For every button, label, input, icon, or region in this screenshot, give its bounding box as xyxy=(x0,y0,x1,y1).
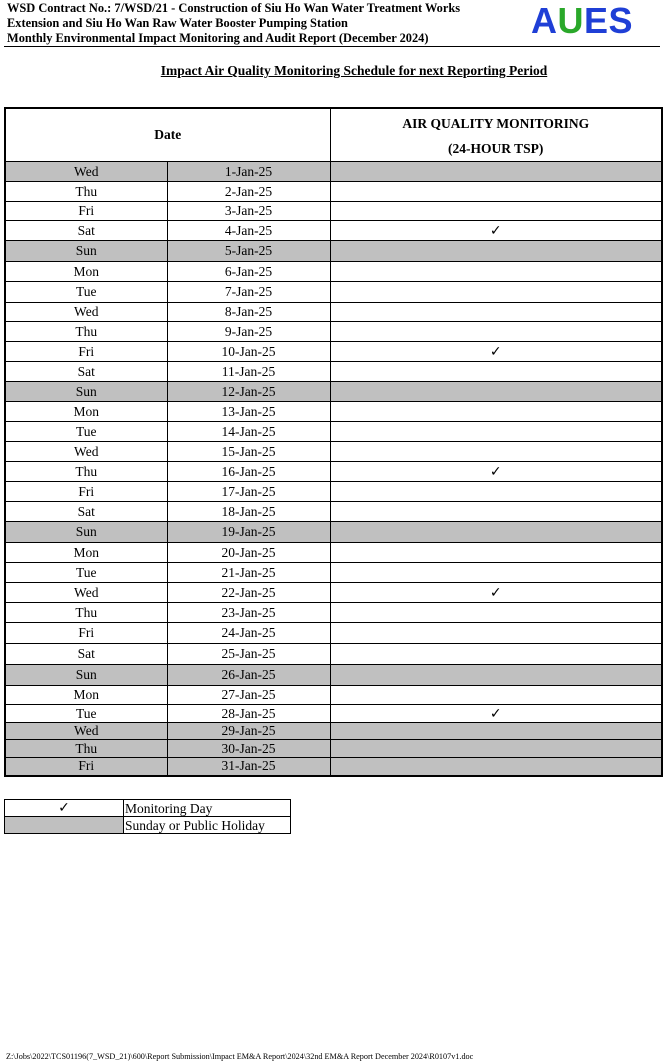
table-row xyxy=(5,422,662,442)
monitoring-cell xyxy=(330,262,662,282)
day-cell: Thu xyxy=(5,182,167,202)
monitoring-cell xyxy=(330,362,662,382)
header-line-2: Extension and Siu Ho Wan Raw Water Booster Pumping Station xyxy=(7,16,348,30)
date-column-header: Date xyxy=(5,108,330,162)
header-line-1: WSD Contract No.: 7/WSD/21 - Construction of Siu Ho Wan Water Treatment Works xyxy=(7,1,461,15)
legend-check-icon xyxy=(5,800,124,817)
monitoring-cell xyxy=(330,342,662,362)
day-cell: Wed xyxy=(5,162,167,182)
monitoring-cell xyxy=(330,482,662,502)
date-cell: 8-Jan-25 xyxy=(167,303,330,322)
table-row xyxy=(5,686,662,705)
monitoring-cell xyxy=(330,303,662,322)
date-cell: 5-Jan-25 xyxy=(167,241,330,262)
day-cell: Wed xyxy=(5,442,167,462)
table-row xyxy=(5,522,662,543)
date-cell: 9-Jan-25 xyxy=(167,322,330,342)
table-row xyxy=(5,162,662,182)
monitoring-cell xyxy=(330,502,662,522)
date-cell: 2-Jan-25 xyxy=(167,182,330,202)
monitoring-cell xyxy=(330,522,662,543)
check-icon: ✓ xyxy=(489,343,502,360)
day-cell: Wed xyxy=(5,583,167,603)
monitoring-cell xyxy=(330,442,662,462)
table-row xyxy=(5,262,662,282)
legend-holiday-label: Sunday or Public Holiday xyxy=(124,817,291,834)
report-header xyxy=(7,1,527,46)
date-cell: 16-Jan-25 xyxy=(167,462,330,482)
check-icon: ✓ xyxy=(489,463,502,480)
legend-shade-swatch xyxy=(5,817,124,834)
date-cell: 26-Jan-25 xyxy=(167,665,330,686)
check-icon: ✓ xyxy=(489,222,502,239)
air-quality-header-line-1: AIR QUALITY MONITORING xyxy=(402,115,590,131)
table-row xyxy=(5,502,662,522)
date-cell: 11-Jan-25 xyxy=(167,362,330,382)
day-cell: Fri xyxy=(5,202,167,221)
monitoring-cell xyxy=(330,282,662,303)
table-header-row xyxy=(5,108,662,162)
schedule-title: Impact Air Quality Monitoring Schedule for next Reporting Period xyxy=(160,63,548,78)
day-cell: Thu xyxy=(5,462,167,482)
table-row xyxy=(5,362,662,382)
monitoring-cell xyxy=(330,162,662,182)
air-quality-header-line-2: (24-HOUR TSP) xyxy=(448,140,544,156)
legend-row-holiday xyxy=(5,817,291,834)
date-cell: 1-Jan-25 xyxy=(167,162,330,182)
day-cell: Sun xyxy=(5,241,167,262)
monitoring-cell xyxy=(330,322,662,342)
monitoring-cell xyxy=(330,603,662,623)
table-row xyxy=(5,462,662,482)
monitoring-cell xyxy=(330,462,662,482)
day-cell: Tue xyxy=(5,422,167,442)
date-cell: 25-Jan-25 xyxy=(167,644,330,665)
day-cell: Mon xyxy=(5,543,167,563)
table-row xyxy=(5,303,662,322)
monitoring-cell xyxy=(330,563,662,583)
table-row xyxy=(5,322,662,342)
day-cell: Fri xyxy=(5,758,167,776)
aues-logo: AUES xyxy=(531,0,634,41)
table-row xyxy=(5,623,662,644)
date-cell: 12-Jan-25 xyxy=(167,382,330,402)
date-cell: 24-Jan-25 xyxy=(167,623,330,644)
date-cell: 23-Jan-25 xyxy=(167,603,330,623)
day-cell: Sun xyxy=(5,382,167,402)
date-cell: 4-Jan-25 xyxy=(167,221,330,241)
day-cell: Thu xyxy=(5,603,167,623)
monitoring-cell xyxy=(330,758,662,776)
legend-row-monitoring xyxy=(5,800,291,817)
table-row xyxy=(5,241,662,262)
date-cell: 6-Jan-25 xyxy=(167,262,330,282)
table-row xyxy=(5,182,662,202)
day-cell: Fri xyxy=(5,482,167,502)
day-cell: Wed xyxy=(5,723,167,740)
table-row xyxy=(5,740,662,758)
table-row xyxy=(5,442,662,462)
day-cell: Thu xyxy=(5,740,167,758)
date-cell: 29-Jan-25 xyxy=(167,723,330,740)
table-row xyxy=(5,705,662,723)
monitoring-cell xyxy=(330,740,662,758)
day-cell: Sat xyxy=(5,221,167,241)
monitoring-cell xyxy=(330,221,662,241)
day-cell: Sun xyxy=(5,665,167,686)
monitoring-cell xyxy=(330,723,662,740)
day-cell: Tue xyxy=(5,282,167,303)
legend-monitoring-label: Monitoring Day xyxy=(124,800,291,817)
table-row xyxy=(5,482,662,502)
monitoring-cell xyxy=(330,202,662,221)
monitoring-cell xyxy=(330,686,662,705)
table-row xyxy=(5,382,662,402)
monitoring-cell xyxy=(330,382,662,402)
monitoring-cell xyxy=(330,623,662,644)
table-row xyxy=(5,221,662,241)
table-row xyxy=(5,202,662,221)
table-row xyxy=(5,758,662,776)
day-cell: Tue xyxy=(5,705,167,723)
day-cell: Fri xyxy=(5,342,167,362)
day-cell: Mon xyxy=(5,686,167,705)
date-cell: 18-Jan-25 xyxy=(167,502,330,522)
date-cell: 22-Jan-25 xyxy=(167,583,330,603)
date-cell: 13-Jan-25 xyxy=(167,402,330,422)
monitoring-cell xyxy=(330,543,662,563)
day-cell: Sat xyxy=(5,644,167,665)
date-cell: 7-Jan-25 xyxy=(167,282,330,303)
monitoring-cell xyxy=(330,182,662,202)
date-cell: 17-Jan-25 xyxy=(167,482,330,502)
monitoring-cell xyxy=(330,644,662,665)
date-cell: 15-Jan-25 xyxy=(167,442,330,462)
legend-check-symbol: ✓ xyxy=(58,800,70,816)
day-cell: Mon xyxy=(5,262,167,282)
monitoring-cell xyxy=(330,402,662,422)
footer-file-path: Z:\Jobs\2022\TCS01196(7_WSD_21)\600\Report Submission\Impact EM&A Report\2024\32nd EM&A Report December 2024\R0107v1.doc xyxy=(6,1052,474,1061)
monitoring-cell xyxy=(330,241,662,262)
date-cell: 27-Jan-25 xyxy=(167,686,330,705)
day-cell: Sat xyxy=(5,502,167,522)
date-cell: 31-Jan-25 xyxy=(167,758,330,776)
table-row xyxy=(5,563,662,583)
monitoring-schedule-table xyxy=(4,107,663,777)
legend-table xyxy=(4,799,291,834)
air-quality-column-header xyxy=(330,108,662,162)
monitoring-cell xyxy=(330,665,662,686)
monitoring-cell xyxy=(330,705,662,723)
date-cell: 28-Jan-25 xyxy=(167,705,330,723)
table-row xyxy=(5,402,662,422)
day-cell: Wed xyxy=(5,303,167,322)
table-row xyxy=(5,665,662,686)
table-row xyxy=(5,543,662,563)
date-cell: 14-Jan-25 xyxy=(167,422,330,442)
monitoring-cell xyxy=(330,422,662,442)
table-row xyxy=(5,723,662,740)
date-cell: 10-Jan-25 xyxy=(167,342,330,362)
header-divider xyxy=(4,46,660,47)
table-row xyxy=(5,603,662,623)
date-cell: 30-Jan-25 xyxy=(167,740,330,758)
day-cell: Thu xyxy=(5,322,167,342)
day-cell: Sun xyxy=(5,522,167,543)
table-row xyxy=(5,644,662,665)
day-cell: Sat xyxy=(5,362,167,382)
header-line-3: Monthly Environmental Impact Monitoring and Audit Report (December 2024) xyxy=(7,31,429,45)
check-icon: ✓ xyxy=(489,705,502,722)
day-cell: Tue xyxy=(5,563,167,583)
day-cell: Mon xyxy=(5,402,167,422)
table-row xyxy=(5,282,662,303)
date-cell: 3-Jan-25 xyxy=(167,202,330,221)
table-row xyxy=(5,342,662,362)
date-cell: 21-Jan-25 xyxy=(167,563,330,583)
schedule-body xyxy=(5,162,662,776)
table-row xyxy=(5,583,662,603)
check-icon: ✓ xyxy=(489,584,502,601)
date-cell: 20-Jan-25 xyxy=(167,543,330,563)
date-cell: 19-Jan-25 xyxy=(167,522,330,543)
monitoring-cell xyxy=(330,583,662,603)
day-cell: Fri xyxy=(5,623,167,644)
